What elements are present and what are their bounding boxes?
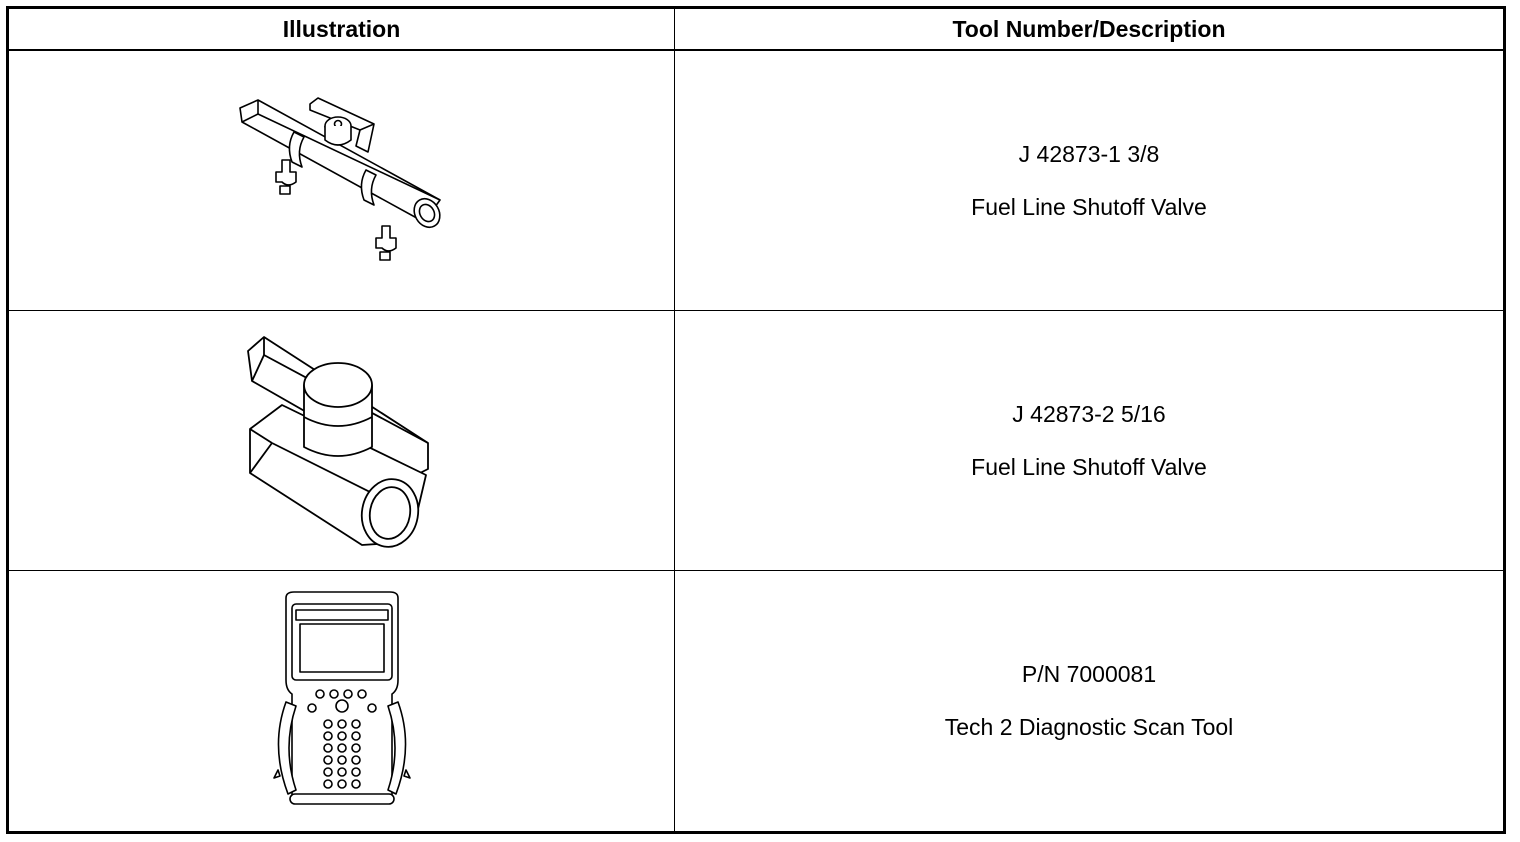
tool-description-cell [675,51,1503,311]
illustration-cell [9,311,675,571]
tool-number: J 42873-1 3/8 [1018,140,1160,167]
illustration-cell [9,571,675,831]
header-tool-number-description: Tool Number/Description [675,9,1503,51]
fuel-line-shutoff-valve-3-8-icon [232,96,452,266]
illustration-cell [9,51,675,311]
tool-description-cell [675,311,1503,571]
tool-description-cell [675,571,1503,831]
tool-number: J 42873-2 5/16 [1012,400,1166,427]
fuel-line-shutoff-valve-5-16-icon [242,333,442,549]
header-illustration: Illustration [9,9,675,51]
tech-2-scan-tool-icon [272,590,412,812]
tool-description: Tech 2 Diagnostic Scan Tool [944,714,1234,740]
tool-description: Fuel Line Shutoff Valve [971,193,1207,220]
tool-number: P/N 7000081 [1021,661,1157,687]
special-tools-table [6,6,1506,834]
tool-description: Fuel Line Shutoff Valve [971,453,1207,480]
